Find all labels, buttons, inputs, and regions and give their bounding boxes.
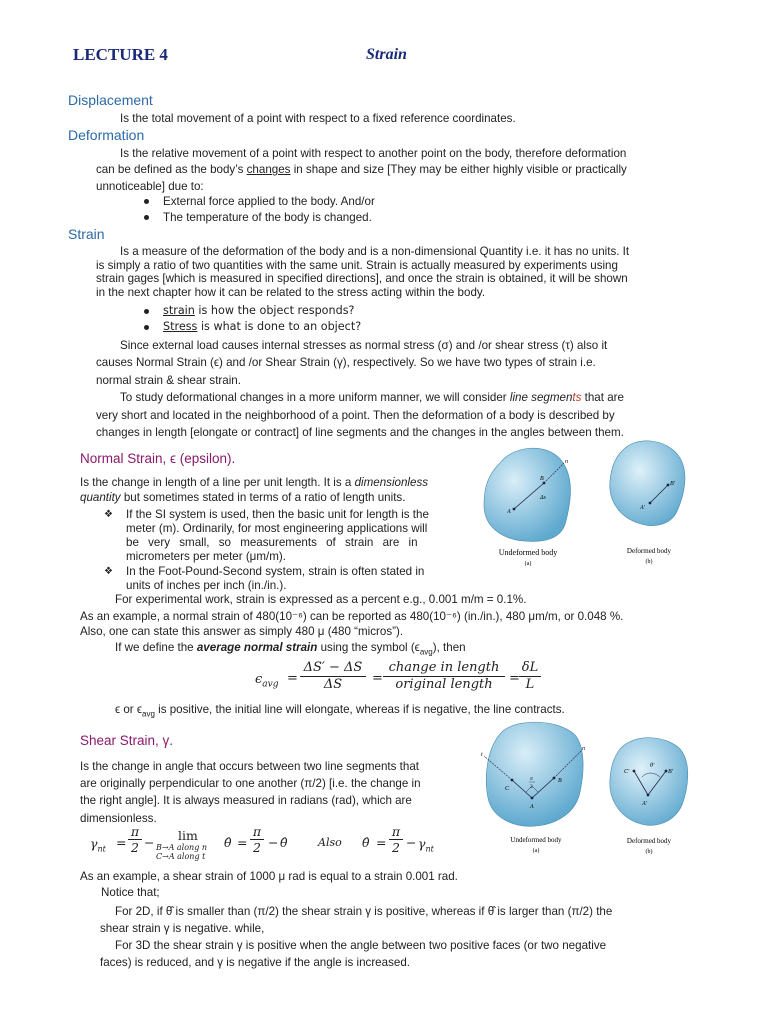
average-strain-equation: $\epsilon_{avg}$ = ΔS′ − ΔS ΔS = change in length original length = δL L [255,660,535,700]
shear-strain-equation: $\gamma_{nt}$ = π 2 − lim B→A along n C→A along t θ̂ = π 2 − θ̂ Also θ̂ = π 2 − $\gamma_{nt}$ [90,824,434,861]
notice-text: Notice that; [101,886,160,899]
diamond-bullet-icon: ❖ [104,509,113,520]
figure-caption: (a) [532,848,540,854]
experimental-text: For experimental work, strain is expressed as a percent e.g., 0.001 m/m = 0.1%. [115,593,527,606]
figure-caption: (b) [645,559,653,565]
text-line: shear strain γ is negative. while, [100,922,265,935]
text-line: micrometers per meter (μm/m). [126,549,286,563]
si-bullet [104,508,469,564]
text-line: be very small, so measurements of strain are in [126,535,418,549]
deformation-bullet: External force applied to the body. And/or [144,195,375,208]
undeformed-body-figure [478,443,578,573]
figure-caption: Deformed body [626,837,672,845]
label-b: B [558,778,562,784]
displacement-text: Is the total movement of a point with respect to a fixed reference coordinates. [120,112,516,125]
label-delta-s: Δs [540,495,546,501]
shear-example: As an example, a shear strain of 1000 μ rad is equal to a strain 0.001 rad. [80,870,458,883]
deformation-line: can be defined as the body’s changes in shape and size [They may be either highly visible or practically [96,163,627,177]
shear-strain-heading: Shear Strain, γ. [80,733,174,748]
strain-paragraph-2 [96,337,696,441]
micros-text: Also, one can state this answer as simply 480 μ (480 “micros”). [80,625,404,638]
text-line: dimensionless. [80,811,157,825]
text-line: the right angle]. It is always measured in radians (rad), which are [80,794,412,808]
deformation-line: unnoticeable] due to: [96,179,204,193]
text-line: normal strain & shear strain. [96,373,241,387]
label-c: C [505,786,510,792]
text-line: is simply a ratio of two quantities with the same unit. Strain is actually measured by experiments using [96,258,618,272]
shear-2d-note [100,903,690,971]
fps-bullet [104,565,469,593]
label-a: A [507,509,511,515]
text-line: very short and located in the neighborhood of a point. Then the deformation of a body is described by [96,408,615,422]
label-n: n [565,459,568,465]
normal-strain-intro [80,476,475,505]
figure-caption: Deformed body [626,547,672,555]
strain-paragraph-1 [96,245,696,299]
label-pi: π [530,776,533,782]
text-line: To study deformational changes in a more uniform manner, we will consider line segments that are [120,391,624,405]
text-line: Is a measure of the deformation of the body and is a non-dimensional Quantity i.e. it has no units. It [120,245,630,258]
text-line: If the SI system is used, then the basic unit for length is the [126,508,429,521]
label-two: 2 [530,784,533,790]
text-line: In the Foot-Pound-Second system, strain is often stated in [126,565,425,578]
displacement-heading: Displacement [68,92,153,108]
text-line: Is the change in angle that occurs between two line segments that [80,760,420,773]
text-line: are originally perpendicular to one another (π/2) [i.e. the change in [80,777,421,791]
lecture-number: LECTURE 4 [73,45,168,64]
deformation-heading: Deformation [68,127,145,143]
example-text: As an example, a normal strain of 480(10⁻⁶) can be reported as 480(10⁻⁶) (in./in.), 480 μm/m, or 0.048 %. [80,610,624,623]
label-c-prime: C′ [624,769,630,775]
shear-strain-paragraph [80,758,470,827]
label-a: A [530,804,534,810]
figure-caption: (a) [524,561,532,567]
label-theta-prime: θ′ [650,763,655,769]
text-line: causes Normal Strain (ϵ) and /or Shear Strain (γ), respectively. So we have two types of strain i.e. [96,356,596,370]
deformed-body-figure [604,437,694,567]
figure-caption: (b) [645,849,653,855]
deformation-bullet: The temperature of the body is changed. [144,211,372,224]
shear-undeformed-body-figure [478,720,588,860]
strain-heading: Strain [68,226,105,242]
strain-bullet: strain is how the object responds? [144,304,354,317]
text-line: meter (m). Ordinarily, for most engineering applications will [126,521,428,535]
label-t: t [481,752,483,758]
figure-caption: Undeformed body [510,836,562,844]
text-line: quantity but sometimes stated in terms of a ratio of length units. [80,490,406,504]
text-line: Is the change in length of a line per unit length. It is a dimensionless [80,476,429,489]
label-b-prime: B′ [668,769,673,775]
strain-sign-note: ϵ or $\epsilon_{avg}$ is positive, the initial line will elongate, whereas if is negative, the line contracts. [115,703,565,719]
label-b: B [540,476,544,482]
text-line: Since external load causes internal stresses as normal stress (σ) and /or shear stress (τ) also it [120,339,608,352]
text-line: For 3D the shear strain γ is positive when the angle between two positive faces (or two negative [115,939,607,952]
deformation-paragraph [96,146,696,195]
average-strain-intro: If we define the average normal strain using the symbol $(\epsilon_{avg})$, then [115,641,466,657]
page-title: Strain [366,46,407,63]
stress-bullet: Stress is what is done to an object? [144,320,361,333]
text-line: faces) is reduced, and γ is negative if the angle is increased. [100,956,410,969]
text-line: units of inches per inch (in./in.). [126,578,287,592]
text-line: strain gages [which is measured in specified directions], and once the strain is obtained, it will be shown [96,272,628,286]
text-line: in the next chapter how it can be related to the stress acting within the body. [96,285,486,299]
figure-caption: Undeformed body [498,548,558,557]
shear-deformed-body-figure [604,733,694,863]
deformation-line: Is the relative movement of a point with respect to another point on the body, therefore deformation [120,147,627,160]
text-line: For 2D, if θ̂ is smaller than (π/2) the shear strain γ is positive, whereas if θ̂ is larger than (π/2) the [115,905,613,918]
label-b-prime: B′ [670,481,675,487]
diamond-bullet-icon: ❖ [104,566,113,577]
label-a-prime: A′ [640,505,645,511]
label-a-prime: A′ [642,801,647,807]
text-line: changes in length [elongate or contract] of line segments and the changes in the angles between them. [96,426,624,440]
normal-strain-heading: Normal Strain, ϵ (epsilon). [80,451,236,466]
label-n: n [582,746,585,752]
